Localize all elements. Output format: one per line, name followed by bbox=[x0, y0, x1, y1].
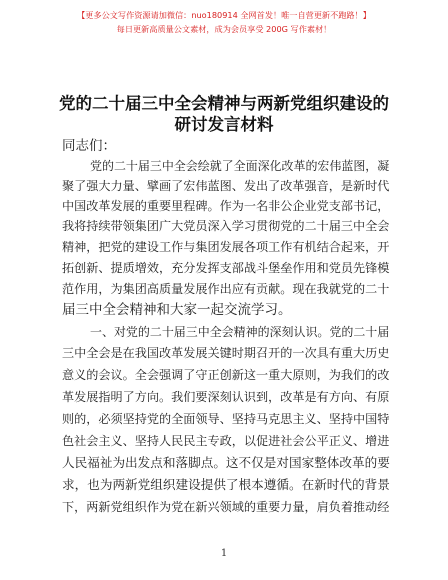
promo-banner-line-2: 每日更新高质量公文素材，成为会员享受 200G 写作素材！ bbox=[116, 24, 332, 34]
paragraph-line: 则的，必须坚持党的全面领导、坚持马克思主义、坚持中国特 bbox=[62, 412, 390, 426]
salutation: 同志们： bbox=[62, 138, 116, 154]
paragraph-line: 届三中全会精神和大家一起交流学习。 bbox=[62, 302, 292, 318]
paragraph-line: 党的二十届三中全会绘就了全面深化改革的宏伟蓝图，凝 bbox=[90, 159, 390, 173]
paragraph-line: 一、对党的二十届三中全会精神的深刻认识。党的二十届 bbox=[90, 325, 390, 339]
paragraph-line: 范作用，为集团高质量发展作出应有贡献。现在我就党的二十 bbox=[62, 282, 390, 296]
paragraph-line: 聚了强大力量、擘画了宏伟蓝图、发出了改革强音，是新时代 bbox=[62, 179, 390, 193]
document-title-line-2: 研讨发言材料 bbox=[174, 115, 274, 134]
paragraph-line: 求，也为两新党组织建设提供了根本遵循。在新时代的背景 bbox=[62, 477, 390, 492]
document-title-line-1: 党的二十届三中全会精神与两新党组织建设的 bbox=[59, 94, 389, 113]
paragraph-line: 革发展指明了方向。我们要深刻认识到，改革是有方向、有原 bbox=[62, 390, 390, 404]
paragraph-line: 拓创新、提质增效，充分发挥支部战斗堡垒作用和党员先锋模 bbox=[62, 261, 390, 275]
paragraph-line: 人民福祉为出发点和落脚点。这不仅是对国家整体改革的要 bbox=[62, 455, 390, 470]
page-number: 1 bbox=[220, 548, 228, 559]
paragraph-line: 意义的会议。全会强调了守正创新这一重大原则，为我们的改 bbox=[62, 368, 390, 382]
paragraph-line: 三中全会是在我国改革发展关键时期召开的一次具有重大历史 bbox=[62, 346, 390, 360]
paragraph-line: 下，两新党组织作为党在新兴领域的重要力量，肩负着推动经 bbox=[62, 500, 390, 514]
paragraph-line: 精神，把党的建设工作与集团发展各项工作有机结合起来，开 bbox=[62, 240, 390, 254]
paragraph-line: 色社会主义、坚持人民民主专政，以促进社会公平正义、增进 bbox=[62, 434, 390, 448]
paragraph-line: 中国改革发展的重要里程碑。作为一名非公企业党支部书记， bbox=[62, 199, 390, 213]
paragraph-line: 我将持续带领集团广大党员深入学习贯彻党的二十届三中全会 bbox=[62, 219, 390, 233]
promo-banner-line-1: 【更多公文写作资源请加微信：nuo180914 全网首发！唯一自营更新不跑路！】 bbox=[77, 10, 371, 20]
